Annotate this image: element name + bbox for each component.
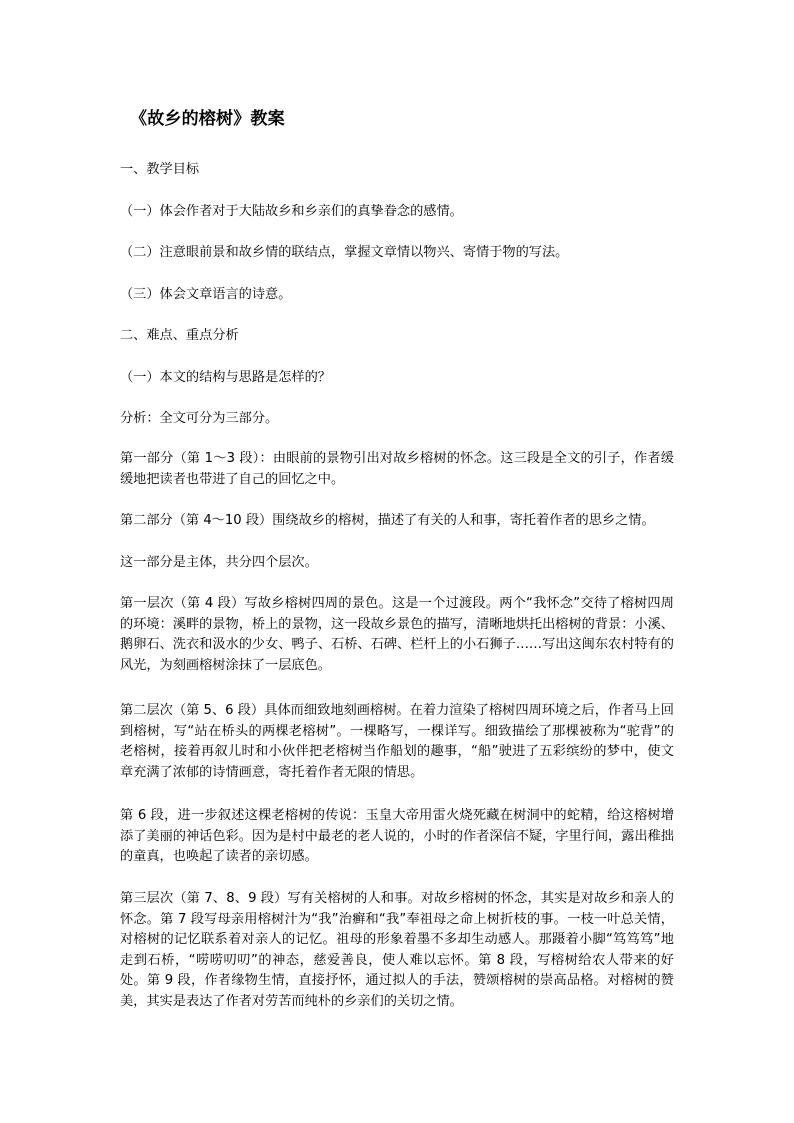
paragraph-six-legend: 第 6 段，进一步叙述这棵老榕树的传说：玉皇大帝用雷火烧死藏在树洞中的蛇精，给这榕树增添了美丽的神话色彩。因为是村中最老的老人说的，小时的作者深信不疑，字里行间，露出稚拙的童真，也唤起了读者的亲切感。 [120,808,674,864]
part-two-note: 这一部分是主体，共分四个层次。 [120,555,318,570]
document-title: 《故乡的榕树》教案 [130,109,285,129]
question-structure: （一）本文的结构与思路是怎样的？ [120,370,331,385]
part-one-paragraph: 第一部分（第 1～3 段）：由眼前的景物引出对故乡榕树的怀念。这三段是全文的引子，作者缓缓地把读者也带进了自己的回忆之中。 [120,451,674,487]
heading-key-points: 二、难点、重点分析 [120,328,239,343]
goal-item-2: （二）注意眼前景和故乡情的联结点，掌握文章情以物兴、寄情于物的写法。 [120,245,569,260]
heading-teaching-goals: 一、教学目标 [120,162,200,177]
layer-two-paragraph: 第二层次（第 5、6 段）具体而细致地刻画榕树。在着力渲染了榕树四周环境之后，作者马上回到榕树，写“站在桥头的两棵老榕树”。一棵略写，一棵详写。细致描绘了那棵被称为“驼背”的老榕树，接着再叙儿时和小伙伴把老榕树当作船划的趣事，“船”驶进了五彩缤纷的梦中，使文章充满了浓郁的诗情画意，寄托着作者无限的情思。 [120,703,674,780]
goal-item-3: （三）体会文章语言的诗意。 [120,287,292,302]
analysis-intro: 分析：全文可分为三部分。 [120,411,279,426]
part-two-paragraph: 第二部分（第 4～10 段）围绕故乡的榕树，描述了有关的人和事，寄托着作者的思乡之情。 [120,513,655,528]
goal-item-1: （一）体会作者对于大陆故乡和乡亲们的真挚眷念的感情。 [120,204,463,219]
layer-three-paragraph: 第三层次（第 7、8、9 段）写有关榕树的人和事。对故乡榕树的怀念，其实是对故乡和亲人的怀念。第 7 段写母亲用榕树汁为“我”治癣和“我”奉祖母之命上树折枝的事。一枝一叶总关情，对榕树的记忆联系着对亲人的记忆。祖母的形象着墨不多却生动感人。那蹑着小脚“笃笃笃”地走到石桥，“唠唠叨叨”的神态，慈爱善良，使人难以忘怀。第 8 段，写榕树给农人带来的好处。第 9 段，作者缘物生情，直接抒怀，通过拟人的手法，赞颂榕树的崇高品格。对榕树的赞美，其实是表达了作者对劳苦而纯朴的乡亲们的关切之情。 [120,891,674,1009]
layer-one-paragraph: 第一层次（第 4 段）写故乡榕树四周的景色。这是一个过渡段。两个“我怀念”交待了榕树四周的环境：溪畔的景物，桥上的景物，这一段故乡景色的描写，清晰地烘托出榕树的背景：小溪、鹅卵石、洗衣和汲水的少女、鸭子、石桥、石碑、栏杆上的小石狮子……写出这闽东农村特有的风光，为刻画榕树涂抹了一层底色。 [120,596,674,673]
